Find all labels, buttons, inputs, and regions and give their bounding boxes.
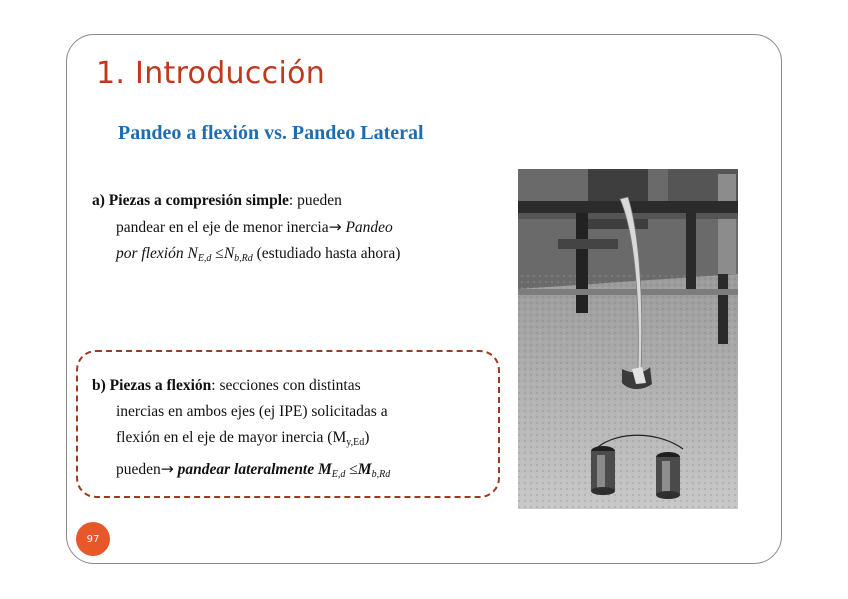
arrow-icon: → <box>160 460 174 478</box>
m-brd-subscript: b,Rd <box>371 469 391 480</box>
point-b-line4 <box>92 456 492 488</box>
point-a-marker: a) <box>92 192 105 209</box>
slide-title: 1. Introducción <box>96 56 326 91</box>
m-ed-symbol: M <box>318 461 332 478</box>
point-a-text2: pandear en el eje de menor inercia <box>116 219 329 236</box>
page-number-badge: 97 <box>76 522 110 556</box>
m-ed-subscript: E,d <box>331 469 346 480</box>
point-a-emph1: Pandeo <box>345 219 393 236</box>
point-a-line3 <box>92 241 492 272</box>
point-b-marker: b) <box>92 377 106 394</box>
point-b-text3-end: ) <box>364 429 370 446</box>
point-a-text3: (estudiado hasta ahora) <box>256 245 401 262</box>
m-yed-subscript: y,Ed <box>346 437 365 448</box>
n-brd-symbol: N <box>223 245 235 262</box>
slide-subtitle: Pandeo a flexión vs. Pandeo Lateral <box>118 122 424 144</box>
point-b-text4: pueden <box>116 461 161 478</box>
point-a-emph2: por flexión <box>116 245 184 262</box>
point-b-line2: inercias en ambos ejes (ej IPE) solicitadas a <box>116 403 388 420</box>
point-a-label: Piezas a compresión simple <box>108 192 289 209</box>
leq-symbol: ≤ <box>349 461 358 478</box>
n-ed-symbol: N <box>187 245 198 262</box>
m-brd-symbol: M <box>357 461 372 478</box>
point-b-text1: : secciones con distintas <box>211 377 361 394</box>
point-b-label: Piezas a flexión <box>109 377 212 394</box>
point-b-emph: pandear lateralmente <box>177 461 315 478</box>
point-a <box>92 188 492 272</box>
point-b-text3: flexión en el eje de mayor inercia (M <box>116 429 347 446</box>
leq-symbol: ≤ <box>215 245 224 262</box>
point-b-line3 <box>92 425 492 456</box>
point-b <box>92 373 492 488</box>
point-a-line2 <box>92 214 492 241</box>
point-a-text1: : pueden <box>288 192 342 209</box>
n-ed-subscript: E,d <box>197 253 212 264</box>
buckling-photo <box>518 169 738 509</box>
n-brd-subscript: b,Rd <box>234 253 253 264</box>
arrow-icon: → <box>328 218 342 236</box>
